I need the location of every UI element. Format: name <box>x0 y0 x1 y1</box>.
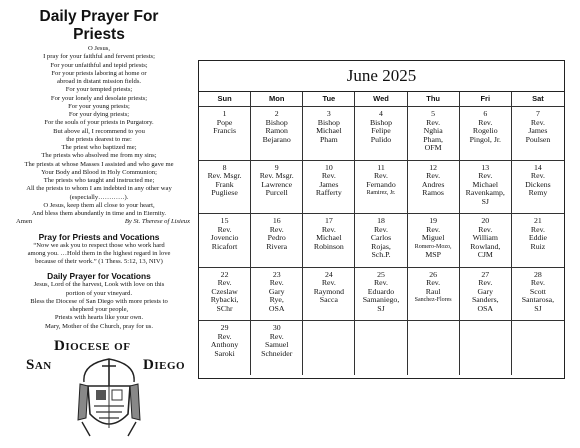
priest-name-line: Schneider <box>261 348 293 358</box>
priest-name-line: Rev. <box>426 278 441 288</box>
priest-name-line: CJM <box>477 250 493 260</box>
priest-name-line: Rowland, <box>470 241 501 251</box>
priest-name-line: Rybacki, <box>210 295 239 305</box>
day-number: 19 <box>429 216 438 225</box>
day-number: 4 <box>379 109 383 118</box>
prayer-title <box>6 8 192 44</box>
priest-name-line: Ricafort <box>211 241 238 251</box>
diocese-crest-icon <box>76 356 142 440</box>
priest-name-line: Rojas, <box>371 241 391 251</box>
priest-name-line: Rev. <box>426 224 441 234</box>
vocations-line: among you. …Hold them in the highest regard in love <box>27 249 171 257</box>
day-cell <box>199 107 251 161</box>
empty-day-cell <box>303 321 355 375</box>
prayer-line: O Jesus, keep them all close to your heart, <box>43 201 155 209</box>
june-calendar <box>198 60 565 379</box>
priest-name-line: Eddie <box>528 233 547 243</box>
day-cell <box>199 321 251 375</box>
day-cell <box>460 268 512 322</box>
day-cell <box>408 107 460 161</box>
day-number: 20 <box>481 216 490 225</box>
day-cell <box>251 268 303 322</box>
day-cell <box>460 107 512 161</box>
day-cell <box>512 268 564 322</box>
priest-name-line: Robinson <box>313 241 344 251</box>
day-cell <box>251 214 303 268</box>
day-cell <box>303 161 355 215</box>
priest-name-line: Michael <box>472 179 499 189</box>
prayer-line: The priests at whose Masses I assisted and who gave me <box>24 160 174 168</box>
priest-name-line: Carlos <box>370 233 392 243</box>
day-cell <box>199 214 251 268</box>
priest-name-line: Michael <box>316 233 342 243</box>
priest-name-line: Frank <box>215 179 234 189</box>
day-cell <box>512 107 564 161</box>
vocations-text <box>6 242 192 267</box>
priest-name-line: Rev. <box>217 278 232 288</box>
priest-name-line: Eduardo <box>367 286 395 296</box>
priest-name-line: Dickens <box>525 179 551 189</box>
prayer-column <box>6 8 192 331</box>
day-number: 9 <box>274 162 279 172</box>
day-number: 13 <box>481 162 490 172</box>
priest-name-line: Felipe <box>371 126 391 136</box>
weekday-header: Sun <box>199 92 251 107</box>
priest-name-line: SJ <box>534 303 542 313</box>
priest-name-line: Rye, <box>269 295 284 305</box>
prayer-line: The priest who baptized me; <box>61 144 137 151</box>
prayer-line: I pray for your faithful and fervent priests; <box>43 53 155 61</box>
priest-prayer-text <box>6 45 192 218</box>
priest-name-line: Rev. <box>478 278 493 288</box>
priest-name-line: Rogelio <box>472 126 498 136</box>
priest-name-line: Raul <box>425 286 441 296</box>
priest-name-line: Rev. <box>321 224 336 234</box>
priest-name-line: Rev. <box>530 117 545 127</box>
prayer-line: The priests who taught and instructed me; <box>43 177 155 184</box>
day-number: 8 <box>222 162 227 172</box>
priest-name-line: Sacca <box>319 295 338 305</box>
empty-day-cell <box>512 321 564 375</box>
day-cell <box>303 214 355 268</box>
priest-name-line: OFM <box>424 143 442 153</box>
day-number: 21 <box>534 216 542 225</box>
priest-name-line: Fernando <box>366 179 396 189</box>
day-number: 18 <box>377 216 385 225</box>
day-number: 5 <box>431 109 436 118</box>
priest-name-line: SJ <box>481 196 489 206</box>
priest-name-line: Raymond <box>313 286 345 296</box>
priest-name-line: Lawrence <box>261 179 293 189</box>
priest-name-line: Pingol, Jr. <box>469 134 501 144</box>
daily-vocations-line: Jesus, Lord of the harvest, Look with love on this <box>33 281 165 289</box>
priest-name-line: Rev. Msgr. <box>259 171 294 181</box>
priest-name-line: Andres <box>421 179 445 189</box>
prayer-line: All the priests to whom I am indebted in any other way <box>26 185 172 193</box>
priest-name-line: Rev. <box>426 171 441 181</box>
day-number: 24 <box>324 269 333 279</box>
vocations-line: because of their work.” (1 Thess. 5:12, 13, NIV) <box>35 258 163 265</box>
day-number: 11 <box>377 162 385 172</box>
logo-line-top: Diocese of <box>54 338 131 354</box>
priest-name-line: Pedro <box>267 233 286 243</box>
priest-name-line: Rev. <box>373 171 388 181</box>
priest-name-line: Rev. <box>373 278 388 288</box>
weekday-header: Fri <box>460 92 512 107</box>
priest-name-line: Jovencio <box>210 233 239 243</box>
logo-right-word: Diego <box>143 357 186 373</box>
empty-day-cell <box>408 321 460 375</box>
priest-name-line: Rev. <box>269 224 284 234</box>
priest-name-line: Rev. <box>321 278 336 288</box>
day-cell <box>355 268 407 322</box>
priest-name-line: Scott <box>529 286 546 296</box>
priest-name-line: William <box>472 233 498 243</box>
day-cell <box>408 161 460 215</box>
priest-name-line: Poulsen <box>525 134 551 144</box>
priest-name-line: Gary <box>477 286 494 296</box>
prayer-line: For your dying priests; <box>68 111 130 118</box>
day-cell <box>251 107 303 161</box>
day-number: 12 <box>429 162 438 172</box>
prayer-line: For your priests laboring at home or <box>51 69 147 77</box>
weekday-header: Tue <box>303 92 355 107</box>
prayer-line: (especially…………). <box>69 193 129 201</box>
diocese-logo <box>6 338 196 443</box>
priest-name-line: Pulido <box>370 134 392 144</box>
prayer-line: Your Body and Blood in Holy Communion; <box>41 168 157 176</box>
priest-name-line: Nghia <box>423 126 443 136</box>
priest-name-line: Rev. Msgr. <box>207 171 242 181</box>
weekday-header: Thu <box>408 92 460 107</box>
day-number: 2 <box>274 109 279 118</box>
day-cell <box>355 214 407 268</box>
prayer-line: For your young priests; <box>68 102 130 110</box>
prayer-line: the priests dearest to me: <box>66 135 132 143</box>
day-number: 7 <box>535 109 540 118</box>
priest-name-line: James <box>319 179 339 189</box>
daily-vocations-text <box>6 281 192 331</box>
prayer-line: For your lonely and desolate priests; <box>50 94 148 102</box>
priest-name-line: OSA <box>268 303 285 313</box>
priest-name-line: Francis <box>213 126 237 136</box>
day-cell <box>199 268 251 322</box>
priest-name-line: Ramirez, Jr. <box>366 190 396 197</box>
priest-name-line: Sch.P. <box>371 250 391 260</box>
priest-name-line: Sanchez-Flores <box>414 297 452 304</box>
day-cell <box>199 161 251 215</box>
day-cell <box>408 214 460 268</box>
prayer-line: But above all, I recommend to you <box>53 127 145 135</box>
day-number: 22 <box>220 269 229 279</box>
weekday-header: Sat <box>512 92 564 107</box>
daily-vocations-line: Mary, Mother of the Church, pray for us. <box>45 322 153 330</box>
day-cell <box>460 214 512 268</box>
priest-name-line: Rev. <box>217 224 232 234</box>
priest-name-line: Ruiz <box>530 241 546 251</box>
priest-name-line: Bishop <box>369 117 393 127</box>
day-number: 3 <box>326 109 331 118</box>
priest-name-line: SJ <box>377 303 385 313</box>
priest-name-line: Ramos <box>422 188 444 198</box>
day-number: 17 <box>324 216 333 225</box>
priest-name-line: Rev. <box>426 117 441 127</box>
day-number: 26 <box>429 269 438 279</box>
priest-name-line: Samuel <box>265 340 289 350</box>
day-cell <box>512 161 564 215</box>
day-number: 10 <box>324 162 333 172</box>
priest-name-line: Rev. <box>269 278 284 288</box>
priest-name-line: Sanders, <box>471 295 499 305</box>
priest-name-line: Purcell <box>265 188 288 198</box>
prayer-line: For the souls of your priests in Purgatory. <box>44 119 154 127</box>
priest-name-line: Rafferty <box>315 188 342 198</box>
priest-name-line: Pham <box>319 134 338 144</box>
priest-name-line: OSA <box>477 303 494 313</box>
amen-text: Amen <box>16 218 33 226</box>
day-cell <box>355 107 407 161</box>
priest-name-line: Ramon <box>265 126 288 136</box>
day-number: 27 <box>481 269 490 279</box>
day-number: 14 <box>534 162 542 172</box>
priest-name-line: Santarosa, <box>521 295 555 305</box>
priest-name-line: Saroki <box>214 348 235 358</box>
priest-name-line: Gary <box>268 286 285 296</box>
priest-name-line: Rev. <box>321 171 336 181</box>
calendar-title: June 2025 <box>199 61 564 92</box>
prayer-line: For your unfaithful and tepid priests; <box>50 61 148 69</box>
priest-name-line: Rev. <box>373 224 388 234</box>
priest-name-line: SChr <box>216 303 233 313</box>
daily-vocations-line: Bless the Diocese of San Diego with more priests to <box>30 297 168 305</box>
vocations-line: “Now we ask you to respect those who work hard <box>33 241 165 249</box>
priest-name-line: Czeslaw <box>211 286 238 296</box>
priest-name-line: Rivera <box>266 241 288 251</box>
priest-name-line: Rev. <box>217 331 232 341</box>
priest-name-line: Romero-Mozo, <box>414 243 452 250</box>
logo-left-word: San <box>26 357 52 373</box>
prayer-line: And bless them abundantly in time and in Eternity. <box>31 210 167 217</box>
priest-name-line: Rev. <box>269 331 284 341</box>
day-number: 25 <box>377 269 385 279</box>
priest-name-line: Rev. <box>530 224 545 234</box>
priest-name-line: Samaniego, <box>362 295 400 305</box>
priest-name-line: Anthony <box>210 340 239 350</box>
priest-name-line: Remy <box>528 188 548 198</box>
priest-name-line: Bishop <box>265 117 288 127</box>
day-cell <box>251 161 303 215</box>
day-number: 28 <box>534 269 542 279</box>
weekday-header: Mon <box>251 92 303 107</box>
day-cell <box>355 161 407 215</box>
prayer-line: O Jesus, <box>88 45 110 52</box>
prayer-line: For your tempted priests; <box>65 86 133 94</box>
day-number: 23 <box>272 269 281 279</box>
priest-name-line: Michael <box>316 126 342 136</box>
weekday-header: Wed <box>355 92 407 107</box>
priest-name-line: James <box>528 126 548 136</box>
priest-name-line: Rev. <box>530 171 545 181</box>
prayer-attribution-row <box>6 218 192 226</box>
priest-name-line: MSP <box>425 250 441 260</box>
priest-name-line: Rev. <box>478 224 493 234</box>
daily-vocations-line: Priests with hearts like your own. <box>54 314 144 322</box>
priest-name-line: Pham, <box>423 134 443 144</box>
vocations-heading: Pray for Priests and Vocations <box>38 231 160 242</box>
day-cell <box>512 214 564 268</box>
priest-name-line: Miguel <box>421 233 445 243</box>
day-cell <box>251 321 303 375</box>
empty-day-cell <box>460 321 512 375</box>
day-number: 1 <box>222 109 227 118</box>
day-number: 15 <box>220 216 229 225</box>
daily-vocations-line: portion of your vineyard. <box>65 289 133 297</box>
empty-day-cell <box>355 321 407 375</box>
daily-vocations-heading: Daily Prayer for Vocations <box>47 271 151 282</box>
priest-name-line: Bejarano <box>262 134 291 144</box>
priest-name-line: Bishop <box>317 117 340 127</box>
prayer-line: The priests who absolved me from my sins; <box>41 152 157 160</box>
attribution-text: By St. Therese of Lisieux <box>124 218 190 226</box>
prayer-title-line-1: Daily Prayer For <box>39 8 159 25</box>
day-cell <box>303 107 355 161</box>
day-cell <box>303 268 355 322</box>
priest-name-line: Rev. <box>478 117 493 127</box>
priest-name-line: Pugliese <box>211 188 238 198</box>
priest-name-line: Rev. <box>478 171 493 181</box>
daily-vocations-line: shepherd your people, <box>69 306 129 313</box>
day-number: 30 <box>272 323 281 332</box>
priest-name-line: Rev. <box>530 278 545 288</box>
day-number: 29 <box>220 323 229 332</box>
prayer-title-line-2: Priests <box>73 26 125 43</box>
day-cell <box>460 161 512 215</box>
day-number: 16 <box>272 216 281 225</box>
priest-name-line: Pope <box>216 117 233 127</box>
calendar-grid <box>199 92 564 375</box>
prayer-line: abroad in distant mission fields. <box>56 78 142 85</box>
day-number: 6 <box>483 109 488 118</box>
priest-name-line: Ravenkamp, <box>465 188 505 198</box>
day-cell <box>408 268 460 322</box>
